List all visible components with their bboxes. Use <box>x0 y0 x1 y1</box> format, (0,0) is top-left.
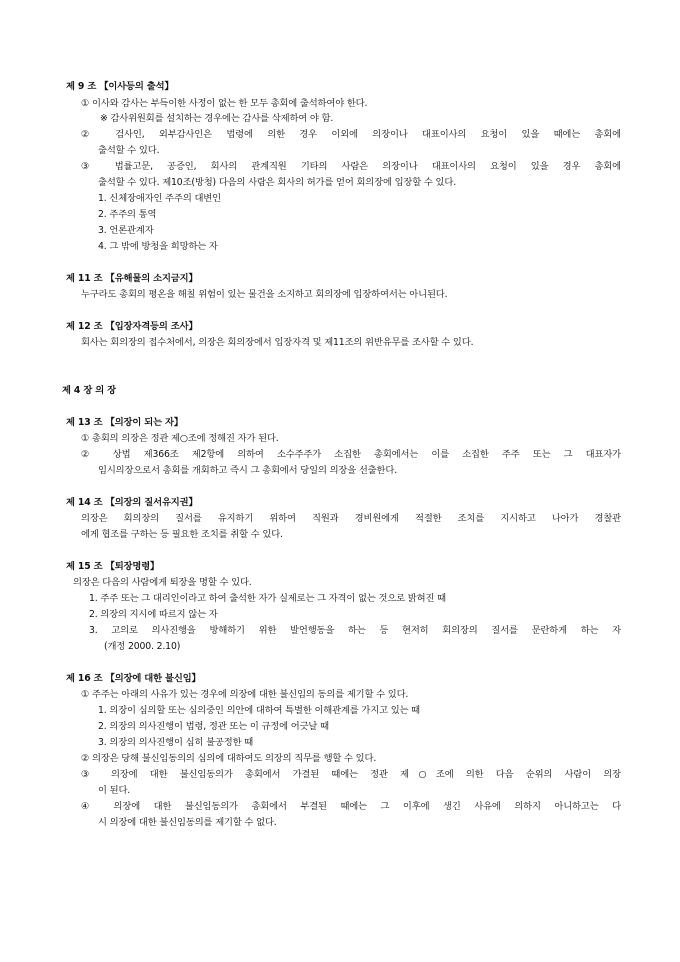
article-14-heading: 제 14 조 【의장의 질서유지권】 <box>66 497 198 508</box>
article-9-item-3: 3. 언론관계자 <box>98 225 154 236</box>
article-11-text: 누구라도 총회의 평온을 해칠 위험이 있는 물건을 소지하고 회의장에 입장하여서는 아니된다. <box>81 289 448 300</box>
article-12-heading: 제 12 조 【입장자격등의 조사】 <box>66 321 198 332</box>
article-14-text: 의장은 회의장의 질서를 유지하기 위하여 직원과 경비원에게 적절한 조치를 지시하고 나아가 경찰관 <box>81 513 621 524</box>
article-13-heading: 제 13 조 【의장이 되는 자】 <box>66 417 184 428</box>
article-9-clause-3: ③ 법률고문, 공증인, 회사의 관계직원 기타의 사람은 의장이나 대표이사의 요청이 있을 경우 총회에 <box>81 161 621 172</box>
article-16-clause-1: ① 주주는 아래의 사유가 있는 경우에 의장에 대한 불신임의 동의를 제기할 수 있다. <box>81 689 409 700</box>
article-16-clause-3: ③ 의장에 대한 불신임동의가 총회에서 가결된 때에는 정관 제○조에 의한 다음 순위의 사람이 의장 <box>81 769 621 780</box>
article-15-item-2: 2. 의장의 지시에 따르지 않는 자 <box>89 609 218 620</box>
article-13-clause-2-cont: 임시의장으로서 총회를 개회하고 즉시 그 총회에서 당일의 의장을 선출한다. <box>98 465 398 476</box>
article-11-heading: 제 11 조 【유해물의 소지금지】 <box>66 273 198 284</box>
article-16-clause-2: ② 의장은 당해 불신임동의의 심의에 대하여도 의장의 직무를 행할 수 있다. <box>81 753 377 764</box>
article-16-clause-3-cont: 이 된다. <box>98 785 131 796</box>
article-16-item-3: 3. 의장의 의사진행이 심히 불공정한 때 <box>98 737 254 748</box>
article-9-clause-1: ① 이사와 감사는 부득이한 사정이 없는 한 모두 총회에 출석하여야 한다. <box>81 98 368 109</box>
article-9-heading: 제 9 조 【이사등의 출석】 <box>66 81 174 92</box>
article-9-note: ※ 감사위원회를 설치하는 경우에는 감사를 삭제하여 야 함. <box>100 113 334 124</box>
article-13-clause-1: ① 총회의 의장은 정관 제○조에 정해진 자가 된다. <box>81 433 279 444</box>
article-14-text-cont: 에게 협조를 구하는 등 필요한 조치를 취할 수 있다. <box>81 529 283 540</box>
article-13-clause-2: ② 상법 제366조 제2항에 의하여 소수주주가 소집한 총회에서는 이를 소집한 주주 또는 그 대표자가 <box>81 449 621 460</box>
article-16-clause-4: ④ 의장에 대한 불신임동의가 총회에서 부결된 때에는 그 이후에 생긴 사유에 의하지 아니하고는 다 <box>81 801 621 812</box>
article-9-item-2: 2. 주주의 통역 <box>98 209 157 220</box>
article-15-amendment: (개정 2000. 2.10) <box>104 641 181 652</box>
article-9-clause-2-cont: 출석할 수 있다. <box>98 145 160 156</box>
chapter-4-heading: 제 4 장 의 장 <box>62 385 116 396</box>
article-9-item-1: 1. 신체장애자인 주주의 대변인 <box>98 193 221 204</box>
article-16-heading: 제 16 조 【의장에 대한 불신임】 <box>66 673 201 684</box>
article-9-item-4: 4. 그 밖에 방청을 희망하는 자 <box>98 241 218 252</box>
article-16-clause-4-cont: 시 의장에 대한 불신임동의를 제기할 수 없다. <box>98 817 277 828</box>
article-9-clause-2: ② 검사인, 외부감사인은 법령에 의한 경우 이외에 의장이나 대표이사의 요청이 있을 때에는 총회에 <box>81 129 621 140</box>
article-12-text: 회사는 회의장의 접수처에서, 의장은 회의장에서 입장자격 및 제11조의 위반유무를 조사할 수 있다. <box>81 337 474 348</box>
article-9-clause-3-cont: 출석할 수 있다. 제10조(방청) 다음의 사람은 회사의 허가를 얻어 회의장에 입장할 수 있다. <box>98 177 457 188</box>
article-16-item-1: 1. 의장이 심의할 또는 심의중인 의안에 대하여 특별한 이해관계를 가지고 있는 때 <box>98 705 421 716</box>
article-16-item-2: 2. 의장의 의사진행이 법령, 정관 또는 이 규정에 어긋날 때 <box>98 721 329 732</box>
article-15-heading: 제 15 조 【퇴장명령】 <box>66 561 160 572</box>
article-15-item-1: 1. 주주 또는 그 대리인이라고 하여 출석한 자가 실제로는 그 자격이 없는 것으로 밝혀진 때 <box>89 593 446 604</box>
article-15-item-3: 3. 고의로 의사진행을 방해하기 위한 발언행동을 하는 등 현저히 회의장의 질서를 문란하게 하는 자 <box>89 625 621 636</box>
article-15-intro: 의장은 다음의 사람에게 퇴장을 명할 수 있다. <box>73 577 252 588</box>
